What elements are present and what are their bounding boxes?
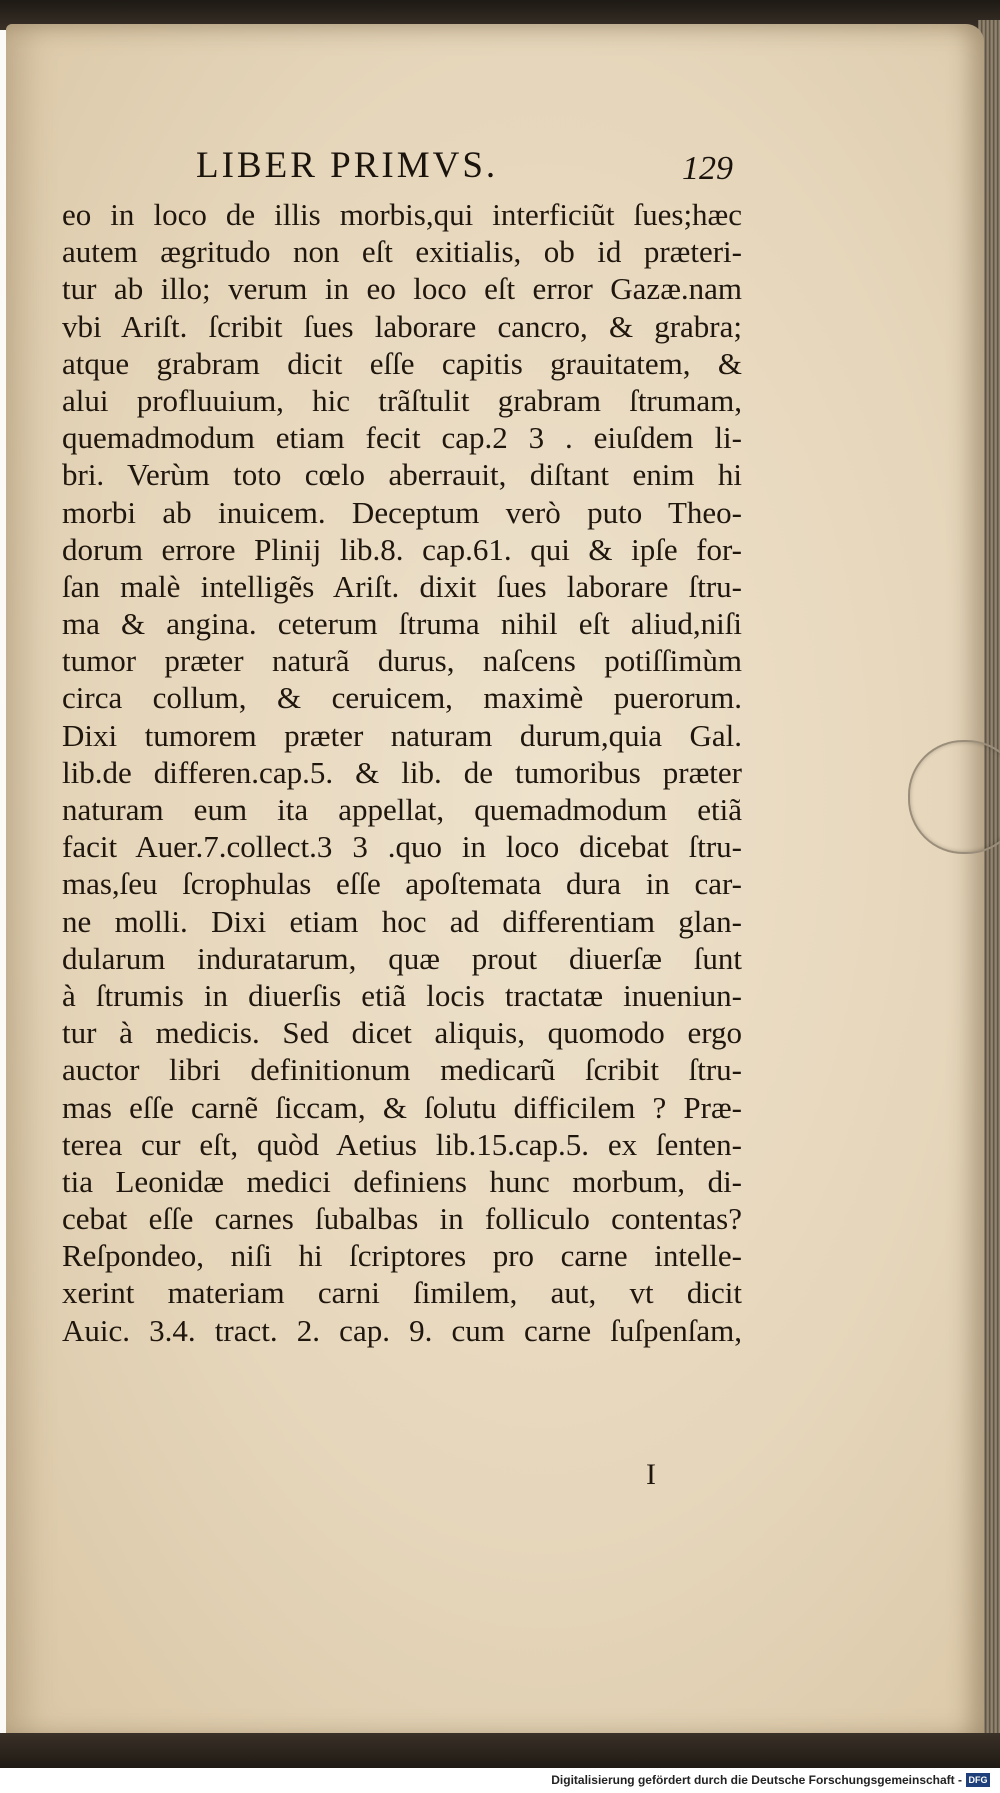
text-line: alui profluuium, hic trãſtulit grabram ſtrumam, — [62, 382, 742, 418]
text-line: auctor libri definitionum medicarũ ſcribit ſtru- — [62, 1052, 742, 1088]
text-line: Dixi tumorem præter naturam durum,quia Gal. — [62, 717, 742, 753]
digitization-footer — [0, 1768, 1000, 1793]
text-line: atque grabram dicit eſſe capitis grauitatem, & — [62, 345, 742, 381]
book-page — [6, 24, 984, 1740]
text-line: ne molli. Dixi etiam hoc ad differentiam glan- — [62, 903, 742, 939]
body-text — [62, 196, 742, 1349]
signature-mark: I — [646, 1458, 656, 1491]
text-line: tur à medicis. Sed dicet aliquis, quomodo ergo — [62, 1015, 742, 1051]
text-line: terea cur eſt, quòd Aetius lib.15.cap.5. ex ſenten- — [62, 1126, 742, 1162]
text-line: xerint materiam carni ſimilem, aut, vt dicit — [62, 1275, 742, 1311]
text-line: bri. Verùm toto cœlo aberrauit, diſtant enim hi — [62, 457, 742, 493]
running-head: LIBER PRIMVS. — [196, 145, 499, 186]
text-line: mas,ſeu ſcrophulas eſſe apoſtemata dura in car- — [62, 866, 742, 902]
text-line: mas eſſe carnẽ ſiccam, & ſolutu difficilem ? Præ- — [62, 1089, 742, 1125]
text-line: autem ægritudo non eſt exitialis, ob id præteri- — [62, 234, 742, 270]
text-line: dularum induratarum, quæ prout diuerſæ ſunt — [62, 940, 742, 976]
text-line: tia Leonidæ medici definiens hunc morbum, di- — [62, 1163, 742, 1199]
text-line: naturam eum ita appellat, quemadmodum etiã — [62, 792, 742, 827]
text-line: Reſpondeo, niſi hi ſcriptores pro carne intelle- — [62, 1238, 742, 1274]
text-line: circa collum, & ceruicem, maximè puerorum. — [62, 680, 742, 716]
text-line: lib.de differen.cap.5. & lib. de tumoribus præter — [62, 754, 742, 790]
text-line: dorum errore Plinij lib.8. cap.61. qui & ipſe for- — [62, 531, 742, 567]
text-line: morbi ab inuicem. Deceptum verò puto Theo- — [62, 494, 742, 530]
page-number: 129 — [682, 150, 733, 187]
text-line: ma & angina. ceterum ſtruma nihil eſt aliud,niſi — [62, 606, 742, 642]
text-line: facit Auer.7.collect.3 3 .quo in loco dicebat ſtru- — [62, 829, 742, 865]
text-line: tumor præter naturã durus, naſcens potiſſimùm — [62, 643, 742, 679]
text-line: eo in loco de illis morbis,qui interficiũt ſues;hæc — [62, 197, 742, 232]
text-line: quemadmodum etiam fecit cap.2 3 . eiuſdem li- — [62, 420, 742, 456]
text-line: à ſtrumis in diuerſis etiã locis tractatæ inueniun- — [62, 977, 742, 1013]
text-line: ſan malè intelligẽs Ariſt. dixit ſues laborare ſtru- — [62, 568, 742, 604]
text-line: Auic. 3.4. tract. 2. cap. 9. cum carne ſuſpenſam, — [62, 1312, 742, 1348]
dfg-logo: DFG — [966, 1773, 990, 1787]
text-line: tur ab illo; verum in eo loco eſt error Gazæ.nam — [62, 271, 742, 307]
page-header — [6, 136, 984, 196]
book-cover-bottom-edge — [0, 1733, 1000, 1768]
footer-credit: Digitalisierung gefördert durch die Deutsche Forschungsgemeinschaft - — [551, 1773, 962, 1787]
text-line: vbi Ariſt. ſcribit ſues laborare cancro, & grabra; — [62, 308, 742, 344]
text-line: cebat eſſe carnes ſubalbas in folliculo contentas? — [62, 1201, 742, 1237]
